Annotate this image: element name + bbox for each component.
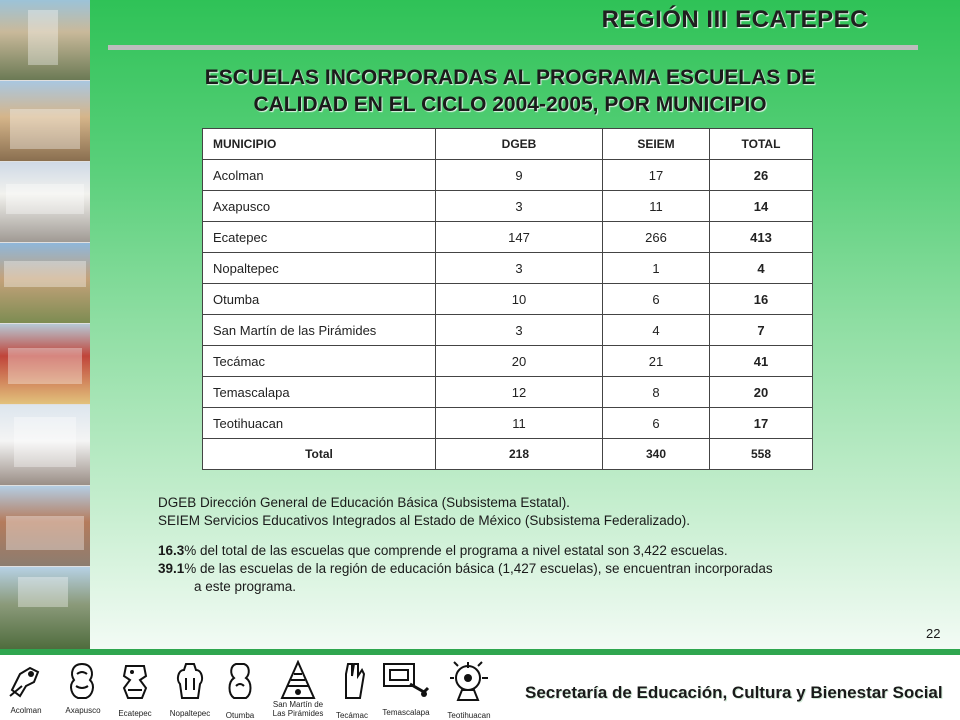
teotihuacan-glyph-icon: [448, 660, 494, 702]
photo-strip: [0, 0, 90, 650]
table-row: [203, 284, 813, 315]
photo-acolman: [0, 0, 90, 81]
cell-municipio: Teotihuacan: [203, 408, 436, 439]
statistic-2-text: % de las escuelas de la región de educación básica (1,427 escuelas), se encuentran incorporadas: [184, 561, 773, 576]
cell-municipio: Axapusco: [203, 191, 436, 222]
table-row: [203, 253, 813, 284]
column-header-seiem: SEIEM: [603, 129, 710, 160]
region-title: REGIÓN III ECATEPEC: [601, 6, 868, 33]
cell-dgeb: 3: [436, 315, 603, 346]
page-title-line-2: CALIDAD EN EL CICLO 2004-2005, POR MUNICIPIO: [253, 93, 767, 116]
table-total-row: [203, 439, 813, 470]
note-dgeb-definition: DGEB Dirección General de Educación Básica (Subsistema Estatal).: [158, 495, 570, 510]
header-divider: [108, 45, 918, 50]
page-title: [140, 64, 880, 118]
cell-dgeb: 12: [436, 377, 603, 408]
photo-axapusco: [0, 81, 90, 162]
cell-total: 26: [710, 160, 813, 191]
table-row: [203, 222, 813, 253]
cell-municipio: Ecatepec: [203, 222, 436, 253]
glyph-label-san-martin-line-2: Las Pirámides: [272, 709, 324, 718]
cell-municipio: Tecámac: [203, 346, 436, 377]
column-header-total: TOTAL: [710, 129, 813, 160]
glyph-label-tecamac: Tecámac: [335, 711, 368, 720]
footer-divider: [0, 649, 960, 655]
cell-seiem: 1: [603, 253, 710, 284]
cell-municipio: Otumba: [203, 284, 436, 315]
note-statistic-2-continued: a este programa.: [194, 579, 297, 594]
footer-ministry-title: Secretaría de Educación, Cultura y Bienestar Social: [525, 683, 943, 702]
table-header-row: [203, 129, 813, 160]
cell-dgeb: 9: [436, 160, 603, 191]
cell-total: 7: [710, 315, 813, 346]
photo-ecatepec: [0, 162, 90, 243]
cell-total: 41: [710, 346, 813, 377]
cell-dgeb: 3: [436, 253, 603, 284]
cell-total-seiem: 340: [603, 439, 710, 470]
statistic-1-percent: 16.3: [158, 543, 185, 558]
notes: [158, 494, 773, 596]
cell-total-label: Total: [203, 439, 436, 470]
table-row: [203, 315, 813, 346]
cell-seiem: 6: [603, 284, 710, 315]
schools-table: [202, 128, 813, 470]
column-header-dgeb: DGEB: [436, 129, 603, 160]
note-statistic-1: [158, 542, 773, 560]
glyph-label-teotihuacan: Teotihuacan: [447, 711, 491, 720]
cell-seiem: 17: [603, 160, 710, 191]
page-number: 22: [926, 626, 941, 641]
cell-municipio: Nopaltepec: [203, 253, 436, 284]
axapusco-glyph-icon: [64, 660, 100, 702]
cell-dgeb: 3: [436, 191, 603, 222]
cell-dgeb: 147: [436, 222, 603, 253]
column-header-municipio: MUNICIPIO: [203, 129, 436, 160]
cell-seiem: 21: [603, 346, 710, 377]
otumba-glyph-icon: [224, 660, 256, 702]
glyph-label-san-martin-line-1: San Martín de: [272, 700, 324, 709]
cell-dgeb: 11: [436, 408, 603, 439]
acolman-glyph-icon: [6, 660, 44, 702]
cell-municipio: Temascalapa: [203, 377, 436, 408]
cell-total: 17: [710, 408, 813, 439]
glyph-label-ecatepec: Ecatepec: [118, 709, 152, 718]
glyph-label-san-martin: [264, 700, 332, 718]
cell-total-total: 558: [710, 439, 813, 470]
san-martin-glyph-icon: [278, 660, 318, 702]
table-row: [203, 191, 813, 222]
statistic-1-text: % del total de las escuelas que comprende el programa a nivel estatal son 3,422 escuelas.: [184, 543, 728, 558]
cell-total: 4: [710, 253, 813, 284]
glyph-label-temascalapa: Temascalapa: [382, 708, 430, 717]
table-row: [203, 160, 813, 191]
cell-municipio: Acolman: [203, 160, 436, 191]
glyph-label-acolman: Acolman: [10, 706, 42, 715]
table-row: [203, 377, 813, 408]
cell-dgeb: 20: [436, 346, 603, 377]
cell-total: 413: [710, 222, 813, 253]
cell-seiem: 6: [603, 408, 710, 439]
cell-total: 20: [710, 377, 813, 408]
temascalapa-glyph-icon: [380, 660, 432, 702]
ecatepec-glyph-icon: [118, 660, 152, 702]
table-row: [203, 408, 813, 439]
photo-nopaltepec: [0, 243, 90, 324]
tecamac-glyph-icon: [338, 660, 368, 702]
cell-seiem: 11: [603, 191, 710, 222]
cell-total: 16: [710, 284, 813, 315]
cell-total-dgeb: 218: [436, 439, 603, 470]
note-statistic-2: [158, 560, 773, 578]
photo-san-martin: [0, 405, 90, 486]
photo-tecamac: [0, 486, 90, 567]
cell-total: 14: [710, 191, 813, 222]
cell-seiem: 8: [603, 377, 710, 408]
cell-municipio: San Martín de las Pirámides: [203, 315, 436, 346]
glyph-label-nopaltepec: Nopaltepec: [169, 709, 211, 718]
statistic-2-percent: 39.1: [158, 561, 185, 576]
cell-dgeb: 10: [436, 284, 603, 315]
photo-teotihuacan: [0, 567, 90, 651]
page-title-line-1: ESCUELAS INCORPORADAS AL PROGRAMA ESCUELAS DE: [204, 66, 816, 89]
cell-seiem: 266: [603, 222, 710, 253]
nopaltepec-glyph-icon: [172, 660, 208, 702]
table-row: [203, 346, 813, 377]
glyph-label-otumba: Otumba: [225, 711, 255, 720]
cell-seiem: 4: [603, 315, 710, 346]
glyph-label-axapusco: Axapusco: [65, 706, 101, 715]
photo-otumba: [0, 324, 90, 405]
note-seiem-definition: SEIEM Servicios Educativos Integrados al Estado de México (Subsistema Federalizado).: [158, 513, 690, 528]
